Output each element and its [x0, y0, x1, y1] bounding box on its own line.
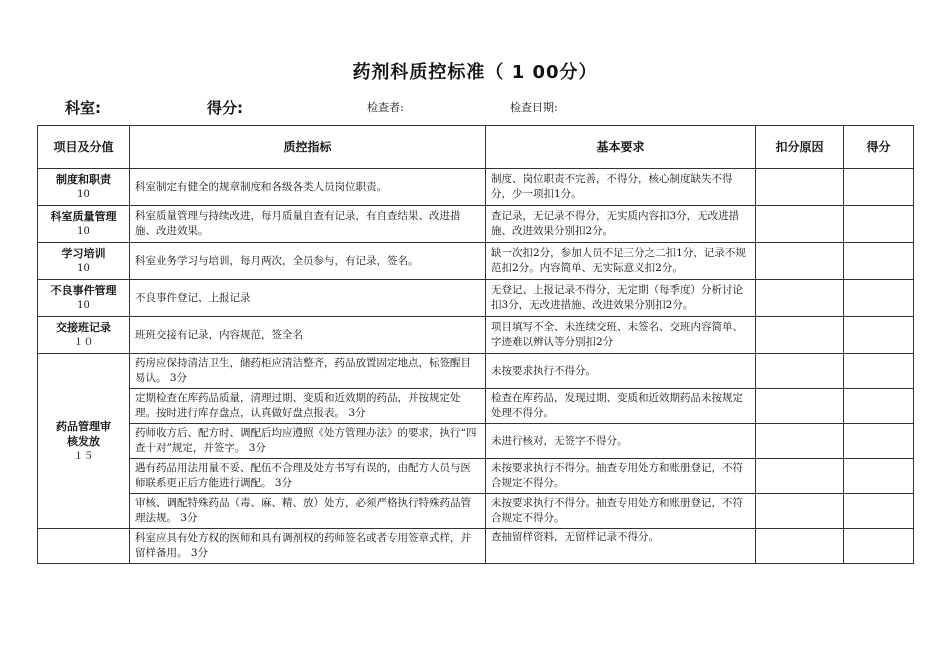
requirement-cell: 未按要求执行不得分。抽查专用处方和账册登记，不符合规定不得分。 — [486, 494, 756, 529]
deduction-reason-cell[interactable] — [756, 280, 844, 317]
page-title: 药剂科质控标准（ 1 00分） — [352, 62, 598, 83]
item-name: 不良事件管理 — [50, 284, 117, 297]
deduction-reason-cell[interactable] — [756, 354, 844, 389]
indicator-cell: 审核、调配特殊药品（毒、麻、精、放）处方，必须严格执行特殊药品管理法规。 3分 — [130, 494, 486, 529]
dept-label: 科室: — [65, 99, 101, 117]
deduction-reason-cell[interactable] — [756, 317, 844, 354]
score-cell[interactable] — [844, 529, 914, 564]
requirement-cell: 制度、岗位职责不完善，不得分，核心制度缺失不得分，少一项扣1分。 — [486, 169, 756, 206]
score-cell[interactable] — [844, 317, 914, 354]
item-cell — [38, 206, 130, 243]
requirement-cell: 缺一次扣2分，参加人员不足三分之二扣1分，记录不规范扣2分。内容简单、无实际意义扣2分。 — [486, 243, 756, 280]
inspection-date-label: 检查日期: — [510, 101, 558, 114]
score-cell[interactable] — [844, 280, 914, 317]
requirement-cell: 未按要求执行不得分。 — [486, 354, 756, 389]
score-cell[interactable] — [844, 494, 914, 529]
table-row — [38, 424, 914, 459]
table-row — [38, 459, 914, 494]
item-score: 10 — [77, 226, 90, 237]
item-score: 10 — [77, 263, 90, 274]
indicator-cell: 班班交接有记录，内容规范，签全名 — [130, 317, 486, 354]
indicator-cell: 药房应保持清洁卫生，储药柜应清洁整齐，药品放置固定地点，标签醒目易认。 3分 — [130, 354, 486, 389]
item-cell — [38, 243, 130, 280]
requirement-cell: 未按要求执行不得分。抽查专用处方和账册登记，不符合规定不得分。 — [486, 459, 756, 494]
indicator-cell: 科室制定有健全的规章制度和各级各类人员岗位职责。 — [130, 169, 486, 206]
indicator-cell: 科室业务学习与培训，每月两次，全员参与，有记录，签名。 — [130, 243, 486, 280]
table-row — [38, 529, 914, 564]
table-row — [38, 280, 914, 317]
inspector-label: 检查者: — [367, 101, 404, 114]
item-score: １５ — [73, 450, 94, 462]
indicator-cell: 不良事件登记、上报记录 — [130, 280, 486, 317]
score-cell[interactable] — [844, 243, 914, 280]
table-row — [38, 354, 914, 389]
item-score: 10 — [77, 300, 90, 311]
item-name: 科室质量管理 — [50, 210, 117, 223]
header-deduction-reason: 扣分原因 — [756, 126, 844, 169]
score-cell[interactable] — [844, 354, 914, 389]
score-cell[interactable] — [844, 424, 914, 459]
table-row — [38, 317, 914, 354]
score-label: 得分: — [207, 99, 243, 117]
deduction-reason-cell[interactable] — [756, 529, 844, 564]
requirement-cell: 项目填写不全、未连续交班、未签名、交班内容简单、字迹难以辨认等分别扣2分 — [486, 317, 756, 354]
score-cell[interactable] — [844, 459, 914, 494]
table-row — [38, 206, 914, 243]
score-cell[interactable] — [844, 206, 914, 243]
item-score: １０ — [73, 337, 94, 348]
requirement-cell: 查记录，无记录不得分，无实质内容扣3分，无改进措施、改进效果分别扣2分。 — [486, 206, 756, 243]
header-item-score: 项目及分值 — [38, 126, 130, 169]
indicator-cell: 药师收方后、配方时、调配后均应遵照《处方管理办法》的要求，执行“四查十对”规定，并签字。 3分 — [130, 424, 486, 459]
header-score: 得分 — [844, 126, 914, 169]
item-name: 学习培训 — [61, 247, 106, 260]
requirement-cell: 未进行核对，无签字不得分。 — [486, 424, 756, 459]
indicator-cell: 遇有药品用法用量不妥、配伍不合理及处方书写有误的，由配方人员与医师联系更正后方能进行调配。 3分 — [130, 459, 486, 494]
item-cell — [38, 529, 130, 564]
item-name: 制度和职责 — [56, 173, 111, 186]
header-indicator: 质控指标 — [130, 126, 486, 169]
header-requirement: 基本要求 — [486, 126, 756, 169]
deduction-reason-cell[interactable] — [756, 389, 844, 424]
indicator-cell: 科室应具有处方权的医师和具有调剂权的药师签名或者专用签章式样，并留样备用。 3分 — [130, 529, 486, 564]
requirement-cell: 无登记、上报记录不得分，无定期（每季度）分析讨论扣3分，无改进措施、改进效果分别扣2分。 — [486, 280, 756, 317]
item-name: 药品管理审核发放 — [56, 419, 111, 448]
deduction-reason-cell[interactable] — [756, 169, 844, 206]
requirement-cell: 检查在库药品，发现过期、变质和近效期药品未按规定处理不得分。 — [486, 389, 756, 424]
deduction-reason-cell[interactable] — [756, 424, 844, 459]
indicator-cell: 定期检查在库药品质量，清理过期、变质和近效期的药品，并按规定处理。按时进行库存盘点，认真做好盘点报表。 3分 — [130, 389, 486, 424]
table-header-row — [38, 126, 914, 169]
indicator-cell: 科室质量管理与持续改进，每月质量自查有记录，有自查结果、改进措施、改进效果。 — [130, 206, 486, 243]
item-cell — [38, 169, 130, 206]
score-cell[interactable] — [844, 389, 914, 424]
deduction-reason-cell[interactable] — [756, 494, 844, 529]
score-cell[interactable] — [844, 169, 914, 206]
table-row — [38, 169, 914, 206]
table-row — [38, 243, 914, 280]
item-name: 交接班记录 — [56, 321, 111, 334]
deduction-reason-cell[interactable] — [756, 243, 844, 280]
table-row — [38, 389, 914, 424]
item-cell — [38, 317, 130, 354]
item-cell — [38, 280, 130, 317]
deduction-reason-cell[interactable] — [756, 459, 844, 494]
table-row — [38, 494, 914, 529]
requirement-cell: 查抽留样资料，无留样记录不得分。 — [486, 529, 756, 564]
item-cell-drug-management — [38, 354, 130, 529]
deduction-reason-cell[interactable] — [756, 206, 844, 243]
quality-control-table — [37, 125, 914, 564]
item-score: 10 — [77, 189, 90, 200]
